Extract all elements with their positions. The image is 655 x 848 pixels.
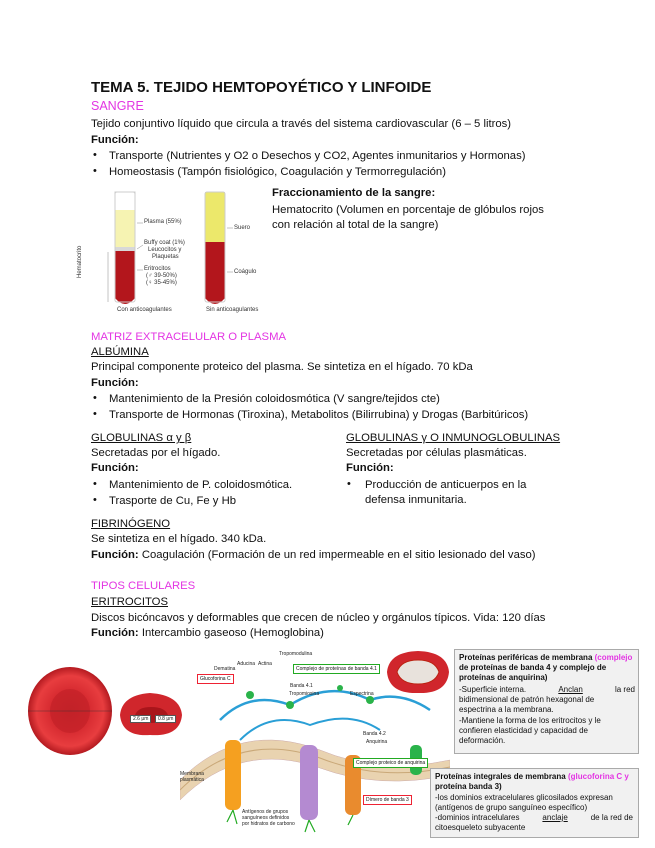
bullet-dot: • <box>93 494 97 506</box>
label-male: (♂ 39-50%) <box>146 273 177 279</box>
label-plaquetas: Plaquetas <box>152 254 179 260</box>
globulinas-ab-funcion-label: Función: <box>91 462 139 474</box>
page-title: TEMA 5. TEJIDO HEMTOPOYÉTICO Y LINFOIDE <box>91 79 432 96</box>
sangre-desc: Tejido conjuntivo líquido que circula a través del sistema cardiovascular (6 – 5 litros) <box>91 118 512 130</box>
box1-line-3: espectrina a la membrana. <box>459 705 554 714</box>
fibrinogeno-title: FIBRINÓGENO <box>91 518 171 530</box>
sangre-bullet-2: Homeostasis (Tampón fisiológico, Coagulación y Termorregulación) <box>109 166 446 178</box>
label-con-anticoagulantes: Con anticoagulantes <box>117 307 172 313</box>
box1-line-5: confieren elasticidad y capacidad de <box>459 726 588 735</box>
globulinas-g-bullet-line-2: defensa inmunitaria. <box>365 494 467 506</box>
label-banda42: Banda 4.2 <box>363 731 386 737</box>
box1-pink-2: de proteínas de banda 4 y complejo de <box>459 663 607 672</box>
label-glucoforina-c: Glucoforina C <box>197 674 234 684</box>
albumina-desc: Principal componente proteico del plasma. Se sintetiza en el hígado. 70 kDa <box>91 361 473 373</box>
box1-line-0 <box>459 653 632 663</box>
box2-pink-1: (glucoforina C y <box>567 772 629 781</box>
label-anquirina: Anquirina <box>366 739 388 745</box>
box1-line-1a: -Superficie interna. <box>459 685 527 694</box>
peripheral-proteins-box <box>454 649 639 754</box>
fraccionamiento-line-1: Hematocrito (Volumen en porcentaje de glóbulos rojos <box>272 204 544 216</box>
box1-pink-1: (complejo <box>594 653 633 662</box>
label-leucocitos: Leucocitos y <box>148 247 182 253</box>
tipos-heading: TIPOS CELULARES <box>91 580 196 592</box>
box1-line-1 <box>459 685 635 695</box>
sangre-funcion-label: Función: <box>91 134 139 146</box>
label-dimero-banda3: Dímero de banda 3 <box>363 795 412 805</box>
tube-without-anticoagulant <box>205 192 225 304</box>
fraccionamiento-title: Fraccionamiento de la sangre: <box>272 187 436 199</box>
box1-line-6: deformación. <box>459 736 506 745</box>
label-aducina: Aducina <box>237 661 256 667</box>
label-dematina: Dematina <box>214 666 236 672</box>
box1-line-1b: Anclan <box>558 685 583 694</box>
box1-title: Proteínas periféricas de membrana <box>459 653 593 662</box>
globulinas-ab-bullet-2: Trasporte de Cu, Fe y Hb <box>109 495 237 507</box>
globulinas-g-funcion-label: Función: <box>346 462 394 474</box>
box1-line-2: bidimensional de patrón hexagonal de <box>459 695 595 704</box>
albumina-funcion-label: Función: <box>91 377 139 389</box>
sangre-bullet-1: Transporte (Nutrientes y O2 o Desechos y CO2, Agentes inmunitarios y Hormonas) <box>109 150 526 162</box>
box2-line-3b: anclaje <box>542 813 568 822</box>
label-suero: Suero <box>234 225 251 231</box>
globulinas-ab-desc: Secretadas por el hígado. <box>91 447 221 459</box>
matriz-heading: MATRIZ EXTRACELULAR O PLASMA <box>91 331 287 343</box>
albumina-title: ALBÚMINA <box>91 346 149 358</box>
label-sin-anticoagulantes: Sin anticoagulantes <box>206 307 259 313</box>
box2-line-3 <box>435 813 633 823</box>
label-actina: Actina <box>258 661 272 667</box>
bullet-dot: • <box>93 392 97 404</box>
integral-proteins-box <box>430 768 639 838</box>
label-antigenos-3: por hidratos de carbono <box>242 821 295 827</box>
eritrocitos-title: ERITROCITOS <box>91 596 168 608</box>
label-buffy: Buffy coat (1%) <box>144 240 185 246</box>
fraccionamiento-line-2: con relación al total de la sangre) <box>272 219 439 231</box>
label-espectrina: Espectrina <box>350 691 374 697</box>
bullet-dot: • <box>347 478 351 490</box>
albumina-bullet-1: Mantenimiento de la Presión coloidosmótica (V sangre/tejidos cte) <box>109 393 440 405</box>
box1-line-4: -Mantiene la forma de los eritrocitos y le <box>459 716 601 725</box>
bullet-dot: • <box>93 478 97 490</box>
label-membrana-1: Membrana <box>180 771 204 777</box>
bullet-dot: • <box>93 149 97 161</box>
sangre-heading: SANGRE <box>91 99 144 113</box>
eritrocitos-funcion-text: Intercambio gaseoso (Hemoglobina) <box>141 627 324 639</box>
label-tropomiosina: Tropomiosina <box>289 691 320 697</box>
fibrinogeno-funcion-text: Coagulación (Formación de un red impermeable en el sitio lesionado del vaso) <box>141 549 536 561</box>
label-antigenos-1: Antígenos de grupos <box>242 809 289 815</box>
label-coagulo: Coágulo <box>234 269 257 275</box>
box2-line-4: citoesqueleto subyacente <box>435 823 526 832</box>
label-tropomodulina: Tropomodulina <box>279 651 313 657</box>
tube-with-anticoagulant <box>115 192 135 304</box>
box2-line-3c: de la red de <box>590 813 633 822</box>
globulinas-g-title: GLOBULINAS γ O INMUNOGLOBULINAS <box>346 432 561 444</box>
eritrocitos-funcion <box>91 626 324 640</box>
globulinas-g-desc: Secretadas por células plasmáticas. <box>346 447 527 459</box>
rbc-dimension-1: 2.6 μm <box>130 715 151 723</box>
box1-line-1c: la red <box>614 685 635 694</box>
globulinas-ab-bullet-1: Mantenimiento de P. coloidosmótica. <box>109 479 293 491</box>
globulinas-ab-title: GLOBULINAS α y β <box>91 432 192 444</box>
box2-line-1: -los dominios extracelulares glicosilados expresan <box>435 793 613 802</box>
label-membrana-2: plasmática <box>180 777 204 783</box>
box2-line-0 <box>435 772 629 782</box>
box2-title: Proteínas integrales de membrana <box>435 772 566 781</box>
label-banda41: Banda 4.1 <box>290 683 313 689</box>
fibrinogeno-desc: Se sintetiza en el hígado. 340 kDa. <box>91 533 267 545</box>
blood-tubes-figure <box>95 190 270 320</box>
box2-line-3a: -dominios intracelulares <box>435 813 520 822</box>
eritrocitos-desc: Discos bicóncavos y deformables que crecen de núcleo y orgánulos típicos. Vida: 120 días <box>91 612 546 624</box>
box2-line-2: (antígenos de grupo sanguíneo específico) <box>435 803 588 812</box>
label-antigenos-2: sanguíneos definidos <box>242 815 290 821</box>
globulinas-g-bullet-line-1: Producción de anticuerpos en la <box>365 479 527 491</box>
albumina-bullet-2: Transporte de Hormonas (Tiroxina), Metabolitos (Bilirrubina) y Drogas (Barbitúricos) <box>109 409 529 421</box>
red-blood-cell-small <box>383 646 453 698</box>
eritrocitos-funcion-label: Función: <box>91 627 139 639</box>
bullet-dot: • <box>93 408 97 420</box>
rbc-dimension-2: 0.8 μm <box>155 715 176 723</box>
fibrinogeno-funcion <box>91 548 536 562</box>
label-plasma: Plasma (55%) <box>144 219 182 225</box>
red-blood-cell-figure <box>20 655 190 765</box>
box1-pink-3: proteínas de anquirina) <box>459 673 548 682</box>
bullet-dot: • <box>93 165 97 177</box>
fibrinogeno-funcion-label: Función: <box>91 549 139 561</box>
box2-pink-2: proteína banda 3) <box>435 782 502 791</box>
label-eritrocitos: Eritrocitos <box>144 266 171 272</box>
label-female: (♀ 35-45%) <box>146 280 177 286</box>
label-hematocrito: Hematocrito <box>77 245 83 278</box>
label-complejo-anquirina: Complejo proteico de anquirina <box>353 758 428 768</box>
label-complejo-banda41: Complejo de proteínas de banda 4.1 <box>293 664 380 674</box>
